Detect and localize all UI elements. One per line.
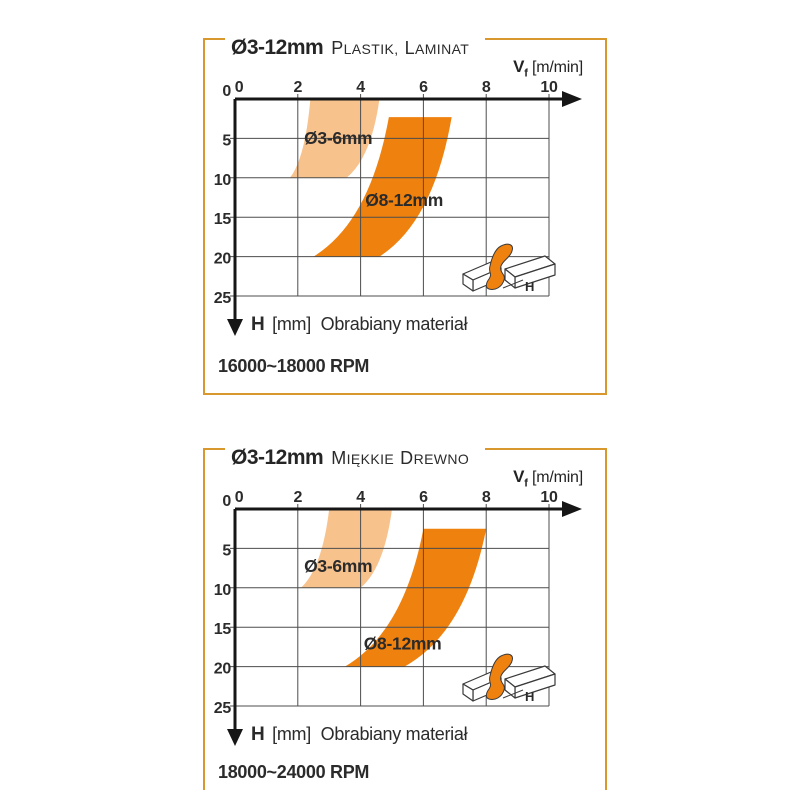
y-tick-label-25: 25	[213, 290, 231, 307]
x-tick-label-4: 4	[356, 79, 365, 96]
height-unit: [mm]	[272, 314, 311, 334]
feed-rate-chart	[205, 450, 605, 762]
x-tick-label-8: 8	[481, 79, 491, 96]
y-tick-label-10: 10	[213, 171, 231, 189]
chart-panel-miekkie-drewno	[203, 445, 607, 790]
feed-rate-unit: [m/min]	[531, 469, 583, 486]
height-dimension-label: H	[525, 279, 535, 294]
x-tick-label-6: 6	[419, 79, 428, 96]
material-word: MIĘKKIE	[331, 447, 395, 468]
x-tick-label-2: 2	[293, 489, 303, 506]
diameter-range-label: Ø3-12mm	[231, 445, 324, 469]
rpm-range-label: 18000~24000 RPM	[218, 762, 370, 782]
x-tick-label-8: 8	[481, 489, 491, 506]
x-tick-label-10: 10	[540, 79, 558, 96]
height-text: Obrabiany materiał	[320, 724, 468, 744]
band-label-Ø3-6mm: Ø3-6mm	[304, 556, 373, 577]
y-axis-arrow-icon	[227, 729, 243, 746]
band-label-Ø3-6mm: Ø3-6mm	[304, 127, 373, 148]
feed-rate-symbol: $V_f$	[513, 467, 528, 490]
height-dimension-label: H	[525, 689, 535, 704]
x-axis-arrow-icon	[562, 501, 582, 517]
y-tick-label-0: 0	[222, 83, 231, 100]
x-tick-label-0: 0	[234, 79, 244, 96]
y-tick-label-25: 25	[213, 700, 231, 717]
material-word: PLASTIK,	[331, 37, 399, 58]
feed-rate-chart	[205, 40, 605, 352]
x-axis-arrow-icon	[562, 91, 582, 107]
x-tick-label-6: 6	[419, 489, 428, 506]
feed-rate-unit: [m/min]	[531, 59, 583, 76]
height-text: Obrabiany materiał	[320, 314, 468, 334]
y-tick-label-5: 5	[222, 132, 231, 150]
y-tick-label-0: 0	[222, 493, 231, 510]
x-tick-label-10: 10	[540, 489, 558, 506]
diameter-range-label: Ø3-12mm	[231, 35, 324, 59]
x-tick-label-4: 4	[356, 489, 365, 506]
chart-panel-plastik-laminat	[203, 35, 607, 395]
feed-rate-symbol: $V_f$	[513, 57, 528, 80]
y-axis-title	[251, 314, 467, 336]
x-tick-label-2: 2	[293, 79, 303, 96]
y-tick-label-15: 15	[213, 621, 231, 639]
x-tick-label-0: 0	[234, 489, 244, 506]
y-tick-label-10: 10	[213, 581, 231, 599]
band-label-Ø8-12mm: Ø8-12mm	[363, 633, 442, 654]
height-symbol: H	[251, 724, 265, 745]
workpiece-profile-icon	[463, 244, 555, 294]
material-word: LAMINAT	[404, 37, 470, 58]
y-tick-label-20: 20	[213, 250, 231, 268]
rpm-range-label: 16000~18000 RPM	[218, 356, 370, 376]
workpiece-profile-icon	[463, 654, 555, 704]
y-tick-label-5: 5	[222, 542, 231, 560]
band-label-Ø8-12mm: Ø8-12mm	[365, 190, 443, 211]
height-unit: [mm]	[272, 724, 311, 744]
y-axis-arrow-icon	[227, 319, 243, 336]
material-word: DREWNO	[400, 447, 470, 468]
y-tick-label-15: 15	[213, 211, 231, 229]
y-axis-title	[251, 724, 467, 746]
y-tick-label-20: 20	[213, 660, 231, 678]
height-symbol: H	[251, 314, 265, 335]
